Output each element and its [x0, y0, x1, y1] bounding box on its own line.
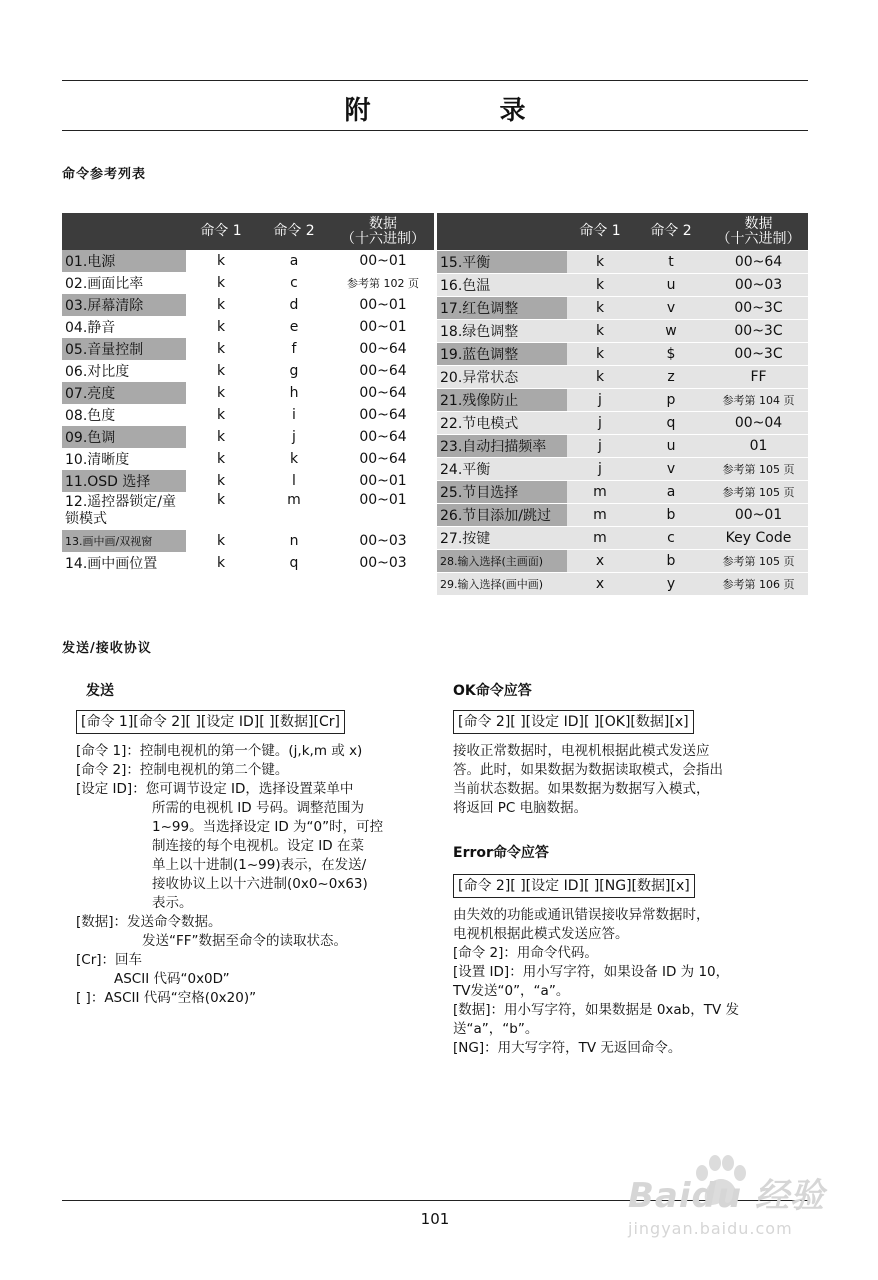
cell-data: 00~64 [359, 451, 407, 467]
cell-name: 05.音量控制 [62, 338, 186, 360]
cell-cmd2: i [292, 407, 296, 423]
send-line: 制连接的每个电视机。设定 ID 在菜 [152, 838, 364, 854]
header-cmd1: 命令 1 [186, 213, 256, 250]
table-row [62, 404, 434, 426]
cell-cmd1: k [216, 275, 226, 291]
header-data-line1: 数据 [369, 215, 397, 232]
ok-line: 当前状态数据。如果数据为数据写入模式， [453, 781, 710, 797]
cell-name: 13.画中画/双视窗 [62, 530, 186, 552]
send-line: ASCII 代码“0x0D” [114, 971, 230, 987]
table-row [437, 297, 808, 320]
cell-data: 00~03 [709, 274, 808, 297]
cell-cmd1: k [216, 451, 226, 467]
cell-cmd1: x [567, 550, 633, 573]
table-row [62, 382, 434, 404]
table-row [62, 272, 434, 294]
table-row [62, 492, 434, 530]
send-heading: 发送 [86, 683, 114, 699]
cell-data: 00~04 [709, 412, 808, 435]
cell-data: 参考第 105 页 [709, 481, 808, 504]
cell-name: 11.OSD 选择 [62, 470, 186, 492]
cell-cmd2: u [633, 435, 709, 458]
table-row [437, 274, 808, 297]
table-row [437, 435, 808, 458]
table-header [62, 213, 434, 250]
cell-cmd2: g [289, 363, 299, 379]
cell-data: Key Code [709, 527, 808, 550]
cell-cmd1: j [567, 389, 633, 412]
header-data [332, 213, 434, 250]
error-description [453, 906, 809, 1058]
send-line: [设定 ID]：您可调节设定 ID，选择设置菜单中 [76, 781, 354, 797]
cell-name: 26.节目添加/跳过 [437, 504, 567, 527]
page-title: 附 录 [344, 96, 586, 126]
cell-cmd2: z [633, 366, 709, 389]
cell-cmd1: k [216, 319, 226, 335]
watermark-url: jingyan.baidu.com [628, 1219, 793, 1238]
cell-name: 09.色调 [62, 426, 186, 448]
table-row [437, 412, 808, 435]
cell-cmd2: w [633, 320, 709, 343]
cell-cmd2: u [633, 274, 709, 297]
table-row [62, 316, 434, 338]
table-row [62, 470, 434, 492]
page-number: 101 [420, 1210, 450, 1228]
table-row [62, 338, 434, 360]
cell-cmd1: j [567, 458, 633, 481]
cell-cmd1: k [567, 297, 633, 320]
cell-cmd1: k [186, 338, 256, 360]
cell-data: 00~64 [332, 338, 434, 360]
cell-data: 参考第 105 页 [709, 458, 808, 481]
send-line: 接收协议上以十六进制(0x0~0x63) [152, 876, 368, 892]
header-cmd2: 命令 2 [633, 213, 709, 251]
cell-cmd2: m [287, 492, 301, 508]
table-row [62, 552, 434, 574]
ok-line: 将返回 PC 电脑数据。 [453, 800, 588, 816]
cell-data: 00~64 [709, 251, 808, 274]
send-format-box: [命令 1][命令 2][ ][设定 ID][ ][数据][Cr] [76, 710, 345, 734]
cell-cmd2: a [633, 481, 709, 504]
ok-description [453, 742, 809, 818]
cell-cmd1: m [567, 481, 633, 504]
error-line: 由失效的功能或通讯错误接收异常数据时， [453, 907, 710, 923]
cell-name: 06.对比度 [65, 364, 130, 380]
error-line: TV发送“0”，“a”。 [453, 983, 570, 999]
cell-cmd2: d [256, 294, 332, 316]
table-row [437, 504, 808, 527]
cell-name: 15.平衡 [437, 251, 567, 274]
table-row [62, 360, 434, 382]
cell-name: 28.输入选择(主画面) [437, 550, 567, 573]
table-row [62, 448, 434, 470]
cell-name: 27.按键 [437, 527, 567, 550]
cell-cmd1: k [186, 294, 256, 316]
cell-name: 20.异常状态 [437, 366, 567, 389]
table-row [62, 294, 434, 316]
error-line: [数据]：用小写字符，如果数据是 0xab，TV 发 [453, 1002, 740, 1018]
cell-data: 00~64 [359, 363, 407, 379]
error-line: 电视机根据此模式发送应答。 [453, 926, 629, 942]
cell-cmd1: k [186, 530, 256, 552]
cell-cmd2: h [256, 382, 332, 404]
cell-cmd2: v [633, 297, 709, 320]
cell-name: 04.静音 [65, 320, 116, 336]
cell-cmd1: j [567, 435, 633, 458]
error-line: [命令 2]：用命令代码。 [453, 945, 598, 961]
table-row [437, 389, 808, 412]
ok-line: 接收正常数据时，电视机根据此模式发送应 [453, 743, 710, 759]
table-row [62, 250, 434, 272]
send-line: [数据]：发送命令数据。 [76, 914, 222, 930]
cell-name: 12.遥控器锁定/童锁模式 [65, 494, 176, 527]
cell-name: 29.输入选择(画中画) [437, 573, 567, 596]
send-line: [ ]：ASCII 代码“空格(0x20)” [76, 990, 257, 1006]
cell-data: 00~64 [359, 407, 407, 423]
cell-cmd2: n [256, 530, 332, 552]
cell-cmd2: q [289, 555, 299, 571]
table-header [437, 213, 808, 251]
cell-cmd2: b [633, 550, 709, 573]
cell-cmd1: k [216, 492, 226, 508]
cell-cmd1: k [567, 274, 633, 297]
cell-cmd1: k [567, 343, 633, 366]
cell-data: 00~01 [709, 504, 808, 527]
protocol-section-title: 发送/接收协议 [62, 641, 152, 656]
send-line: [命令 2]：控制电视机的第二个键。 [76, 762, 289, 778]
table-row [62, 426, 434, 448]
cell-name: 14.画中画位置 [65, 556, 158, 572]
cell-cmd2: p [633, 389, 709, 412]
cell-data: 00~64 [332, 426, 434, 448]
cell-cmd1: k [567, 366, 633, 389]
cell-name: 19.蓝色调整 [437, 343, 567, 366]
cell-cmd2: v [633, 458, 709, 481]
header-data-line2: （十六进制） [341, 230, 425, 247]
cell-cmd1: k [186, 250, 256, 272]
cell-name: 17.红色调整 [437, 297, 567, 320]
cell-cmd1: k [186, 426, 256, 448]
cell-cmd2: y [633, 573, 709, 596]
cell-name: 23.自动扫描频率 [437, 435, 567, 458]
cell-cmd1: j [567, 412, 633, 435]
table-row [437, 251, 808, 274]
error-heading: Error命令应答 [453, 845, 549, 861]
cell-cmd2: e [289, 319, 299, 335]
title-rule [62, 130, 808, 131]
table-row [437, 481, 808, 504]
cell-data: 00~01 [359, 319, 407, 335]
header-name [62, 213, 186, 250]
send-line: 发送“FF”数据至命令的读取状态。 [142, 933, 348, 949]
cell-cmd2: l [256, 470, 332, 492]
table-row [437, 366, 808, 389]
cell-name: 03.屏幕清除 [62, 294, 186, 316]
send-line: [Cr]：回车 [76, 952, 143, 968]
cell-cmd1: k [216, 363, 226, 379]
cell-name: 18.绿色调整 [437, 320, 567, 343]
cell-cmd2: t [633, 251, 709, 274]
header-data [709, 213, 808, 251]
cell-name: 22.节电模式 [437, 412, 567, 435]
cell-data: 00~01 [359, 492, 407, 508]
cell-cmd1: k [186, 470, 256, 492]
error-line: [设置 ID]：用小写字符，如果设备 ID 为 10， [453, 964, 730, 980]
send-line: 单上以十进制(1~99)表示，在发送/ [152, 857, 367, 873]
cell-name: 01.电源 [62, 250, 186, 272]
cell-data: 00~01 [332, 470, 434, 492]
table-row [437, 573, 808, 596]
cell-name: 07.亮度 [62, 382, 186, 404]
cell-data: 参考第 105 页 [709, 550, 808, 573]
cell-cmd1: k [216, 555, 226, 571]
cell-name: 25.节目选择 [437, 481, 567, 504]
cell-cmd2: b [633, 504, 709, 527]
ok-line: 答。此时，如果数据为数据读取模式，会指出 [453, 762, 723, 778]
cell-name: 16.色温 [437, 274, 567, 297]
command-table-left [62, 213, 434, 574]
header-cmd1: 命令 1 [567, 213, 633, 251]
send-description [76, 742, 428, 1008]
cell-data: 00~64 [332, 382, 434, 404]
error-line: 送“a”，“b”。 [453, 1021, 539, 1037]
cell-data: 00~3C [709, 343, 808, 366]
header-name [437, 213, 567, 251]
watermark-brand: Baidu 经验 [628, 1176, 825, 1216]
ok-heading: OK命令应答 [453, 683, 532, 699]
send-line: [命令 1]：控制电视机的第一个键。(j,k,m 或 x) [76, 743, 363, 759]
cell-cmd2: q [633, 412, 709, 435]
cell-name: 24.平衡 [437, 458, 567, 481]
cmd-section-title: 命令参考列表 [62, 167, 147, 182]
table-row [437, 458, 808, 481]
cell-name: 08.色度 [65, 408, 116, 424]
cell-cmd2: j [256, 426, 332, 448]
table-row [437, 343, 808, 366]
table-row [437, 550, 808, 573]
cell-data: 参考第 102 页 [347, 277, 419, 290]
cell-cmd1: m [567, 504, 633, 527]
cell-data: 00~01 [332, 250, 434, 272]
cell-data: 01 [709, 435, 808, 458]
send-line: 1~99。当选择设定 ID 为“0”时，可控 [152, 819, 384, 835]
table-row [437, 527, 808, 550]
cell-data: 00~3C [709, 297, 808, 320]
cell-data: FF [709, 366, 808, 389]
error-format-box: [命令 2][ ][设定 ID][ ][NG][数据][x] [453, 874, 695, 898]
ok-format-box: [命令 2][ ][设定 ID][ ][OK][数据][x] [453, 710, 694, 734]
header-cmd2: 命令 2 [256, 213, 332, 250]
cell-cmd2: c [633, 527, 709, 550]
header-data-line1: 数据 [744, 215, 773, 232]
command-table-right [437, 213, 808, 595]
send-line: 表示。 [152, 895, 193, 911]
send-line: 所需的电视机 ID 号码。调整范围为 [152, 800, 364, 816]
cell-data: 00~01 [332, 294, 434, 316]
watermark [628, 1148, 838, 1248]
cell-cmd2: $ [633, 343, 709, 366]
cell-cmd1: k [567, 251, 633, 274]
cell-name: 02.画面比率 [65, 276, 144, 292]
cell-name: 10.清晰度 [65, 452, 130, 468]
cell-cmd2: c [290, 275, 298, 291]
cell-data: 00~03 [359, 555, 407, 571]
cell-data: 00~3C [709, 320, 808, 343]
cell-data: 00~03 [332, 530, 434, 552]
table-row [62, 530, 434, 552]
cell-data: 参考第 104 页 [709, 389, 808, 412]
header-data-line2: （十六进制） [716, 230, 801, 247]
cell-cmd1: k [186, 382, 256, 404]
cell-cmd1: k [567, 320, 633, 343]
cell-data: 参考第 106 页 [709, 573, 808, 596]
cell-cmd1: k [216, 407, 226, 423]
cell-cmd1: x [567, 573, 633, 596]
cell-cmd2: f [256, 338, 332, 360]
cell-cmd2: k [289, 451, 299, 467]
error-line: [NG]：用大写字符，TV 无返回命令。 [453, 1040, 682, 1056]
cell-cmd1: m [567, 527, 633, 550]
table-row [437, 320, 808, 343]
cell-cmd2: a [256, 250, 332, 272]
top-rule [62, 80, 808, 81]
cell-name: 21.残像防止 [437, 389, 567, 412]
